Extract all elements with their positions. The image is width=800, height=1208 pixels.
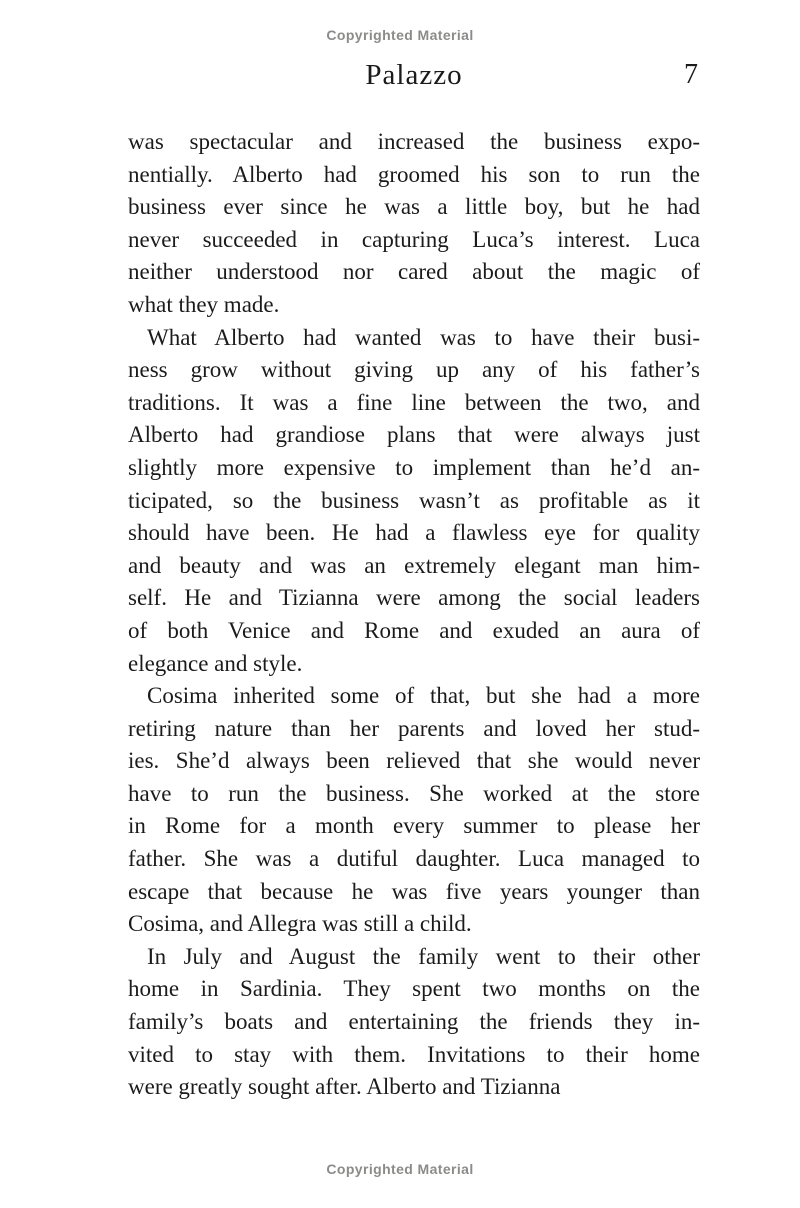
running-head-title: Palazzo — [365, 59, 463, 91]
body-line: slightly more expensive to implement than he’d an- — [128, 454, 700, 480]
body-line: self. He and Tizianna were among the social leaders — [128, 585, 700, 611]
body-line: Cosima inherited some of that, but she had a more — [147, 683, 700, 709]
body-line: What Alberto had wanted was to have their busi- — [147, 324, 700, 350]
body-line: home in Sardinia. They spent two months on the — [128, 976, 700, 1002]
body-line: escape that because he was five years younger than — [128, 878, 700, 904]
body-line: what they made. — [128, 291, 280, 317]
body-line: vited to stay with them. Invitations to their home — [128, 1041, 700, 1067]
body-line: father. She was a dutiful daughter. Luca managed to — [128, 846, 700, 872]
copyright-notice-bottom: Copyrighted Material — [326, 1161, 474, 1177]
body-line: family’s boats and entertaining the friends they in- — [128, 1009, 700, 1035]
body-line: ness grow without giving up any of his father’s — [128, 357, 700, 383]
body-line: never succeeded in capturing Luca’s interest. Luca — [128, 226, 700, 252]
body-line: have to run the business. She worked at the store — [128, 780, 700, 806]
copyright-notice-top: Copyrighted Material — [326, 27, 474, 43]
body-line: ticipated, so the business wasn’t as profitable as it — [128, 487, 700, 513]
body-line: should have been. He had a flawless eye for quality — [128, 520, 700, 546]
body-line: retiring nature than her parents and loved her stud- — [128, 715, 700, 741]
body-line: in Rome for a month every summer to please her — [128, 813, 700, 839]
body-line: Alberto had grandiose plans that were always just — [128, 422, 700, 448]
body-line: business ever since he was a little boy, but he had — [128, 194, 700, 220]
page-header — [128, 56, 700, 94]
body-line: were greatly sought after. Alberto and Tizianna — [128, 1074, 561, 1100]
body-line: elegance and style. — [128, 650, 303, 676]
body-line: traditions. It was a fine line between the two, and — [128, 389, 700, 415]
body-line: was spectacular and increased the business expo- — [128, 129, 700, 154]
body-line: Cosima, and Allegra was still a child. — [128, 911, 472, 937]
body-line: of both Venice and Rome and exuded an aura of — [128, 617, 700, 643]
body-line: neither understood nor cared about the magic of — [128, 259, 700, 285]
body-line: nentially. Alberto had groomed his son to run the — [128, 161, 700, 187]
body-line: In July and August the family went to their other — [147, 943, 700, 969]
page-number: 7 — [684, 59, 698, 90]
body-line: ies. She’d always been relieved that she would never — [128, 748, 700, 774]
body-text — [128, 126, 700, 1104]
body-line: and beauty and was an extremely elegant man him- — [128, 552, 700, 578]
